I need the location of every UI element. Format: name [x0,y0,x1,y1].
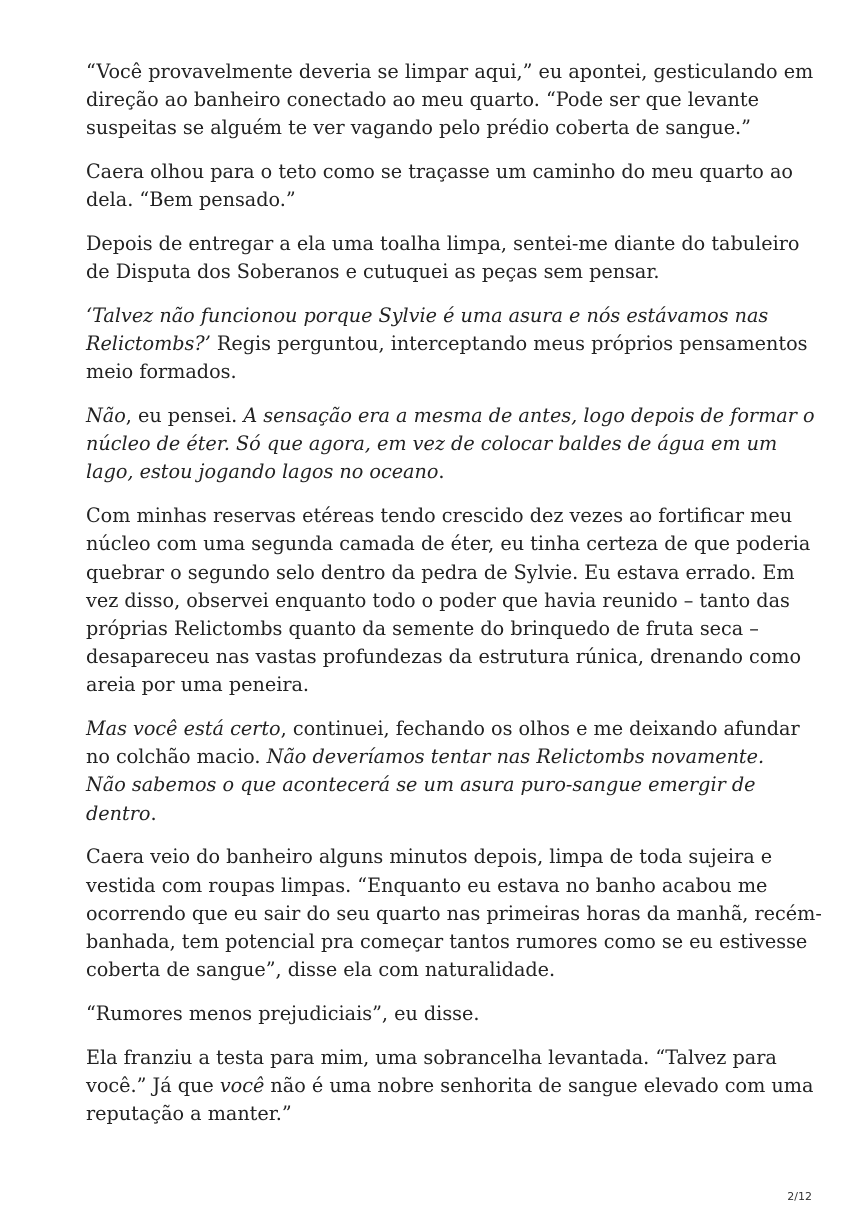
text-line [86,900,822,928]
text-line [86,530,811,558]
text-line [86,58,814,86]
page-number: 2/12 [787,1190,812,1203]
text-line [86,771,796,799]
text-run: . [438,460,445,484]
paragraph-5 [86,402,815,487]
paragraph-7 [86,715,800,828]
italic-text: A sensação era a mesma de antes, logo depois de formar o [243,404,815,428]
text-line [86,402,815,430]
text-line [86,158,796,186]
text-line [86,743,796,771]
text-line [86,86,796,114]
text-run: no colchão macio. [86,745,267,769]
text-line [86,1044,796,1072]
paragraph-6 [86,502,811,699]
italic-text: Não sabemos o que acontecerá se um asura puro-sangue emergir de [86,773,756,797]
text-run: você.” Já que [86,1073,220,1097]
text-line [86,114,796,142]
italic-text: você [219,1073,265,1097]
paragraph-3 [86,230,800,286]
text-run: dela. “Bem pensado.” [86,188,296,212]
paragraph-9 [86,1000,796,1028]
text-run: Ela franziu a testa para mim, uma sobrancelha levantada. “Talvez para [86,1045,777,1069]
text-run: , eu pensei. [125,404,244,428]
text-run: Regis perguntou, interceptando meus próprios pensamentos [210,332,808,356]
paragraph-8 [86,843,822,984]
text-run: Caera olhou para o teto como se traçasse um caminho do meu quarto ao [86,160,793,184]
text-line [86,872,796,900]
text-line [86,800,796,828]
text-line [86,1100,796,1128]
text-run: Com minhas reservas etéreas tendo crescido dez vezes ao fortificar meu [86,504,793,528]
text-run: direção ao banheiro conectado ao meu quarto. “Pode ser que levante [86,88,759,112]
text-run: não é uma nobre senhorita de sangue elevado com uma [264,1073,814,1097]
text-run: vestida com roupas limpas. “Enquanto eu estava no banho acabou me [86,873,768,897]
italic-text: Não [86,404,126,428]
italic-text: núcleo de éter. Só que agora, em vez de colocar baldes de água em um [86,432,778,456]
text-line [86,956,796,984]
text-run: coberta de sangue”, disse ela com naturalidade. [86,958,556,982]
text-line [86,230,800,258]
text-line [86,928,808,956]
text-run: Caera veio do banheiro alguns minutos depois, limpa de toda sujeira e [86,845,773,869]
text-run: núcleo com uma segunda camada de éter, eu tinha certeza de que poderia [86,532,811,556]
text-line [86,1000,796,1028]
italic-text: Relictombs?’ [86,332,211,356]
text-line [86,258,796,286]
text-run: . [150,801,157,825]
text-line [86,615,796,643]
text-line [86,358,796,386]
text-run: , continuei, fechando os olhos e me deixando afundar [280,717,800,741]
text-run: meio formados. [86,360,237,384]
italic-text: dentro [86,801,151,825]
document-body [86,58,822,1144]
italic-text: lago, estou jogando lagos no oceano [86,460,439,484]
text-run: “Rumores menos prejudiciais”, eu disse. [86,1001,480,1025]
paragraph-1 [86,58,814,143]
text-line [86,330,808,358]
text-line [86,302,796,330]
text-line [86,587,796,615]
text-line [86,843,796,871]
text-line [86,458,796,486]
paragraph-10 [86,1044,814,1129]
text-run: vez disso, observei enquanto todo o poder que havia reunido – tanto das [86,588,790,612]
text-line [86,430,796,458]
text-line [86,671,796,699]
text-run: reputação a manter.” [86,1102,292,1125]
text-line [86,559,796,587]
paragraph-2 [86,158,796,214]
text-run: próprias Relictombs quanto da semente do brinquedo de fruta seca – [86,616,759,640]
text-line [86,643,802,671]
text-run: quebrar o segundo selo dentro da pedra de Sylvie. Eu estava errado. Em [86,560,795,584]
text-line [86,1072,814,1100]
text-run: suspeitas se alguém te ver vagando pelo prédio coberta de sangue.” [86,116,751,140]
italic-text: Mas você está certo [86,717,281,741]
text-run: “Você provavelmente deveria se limpar aqui,” eu apontei, gesticulando em [86,60,814,83]
italic-text: ‘Talvez não funcionou porque Sylvie é uma asura e nós estávamos nas [86,303,769,327]
text-run: Depois de entregar a ela uma toalha limpa, sentei-me diante do tabuleiro [86,232,800,256]
text-run: banhada, tem potencial pra começar tantos rumores como se eu estivesse [86,929,808,953]
text-line [86,186,796,214]
text-line [86,715,800,743]
text-run: desapareceu nas vastas profundezas da estrutura rúnica, drenando como [86,645,802,669]
italic-text: Não deveríamos tentar nas Relictombs novamente. [266,745,765,769]
text-line [86,502,796,530]
paragraph-4 [86,302,808,387]
text-run: areia por uma peneira. [86,673,310,697]
text-run: ocorrendo que eu sair do seu quarto nas primeiras horas da manhã, recém- [86,901,822,925]
text-run: de Disputa dos Soberanos e cutuquei as peças sem pensar. [86,260,660,284]
